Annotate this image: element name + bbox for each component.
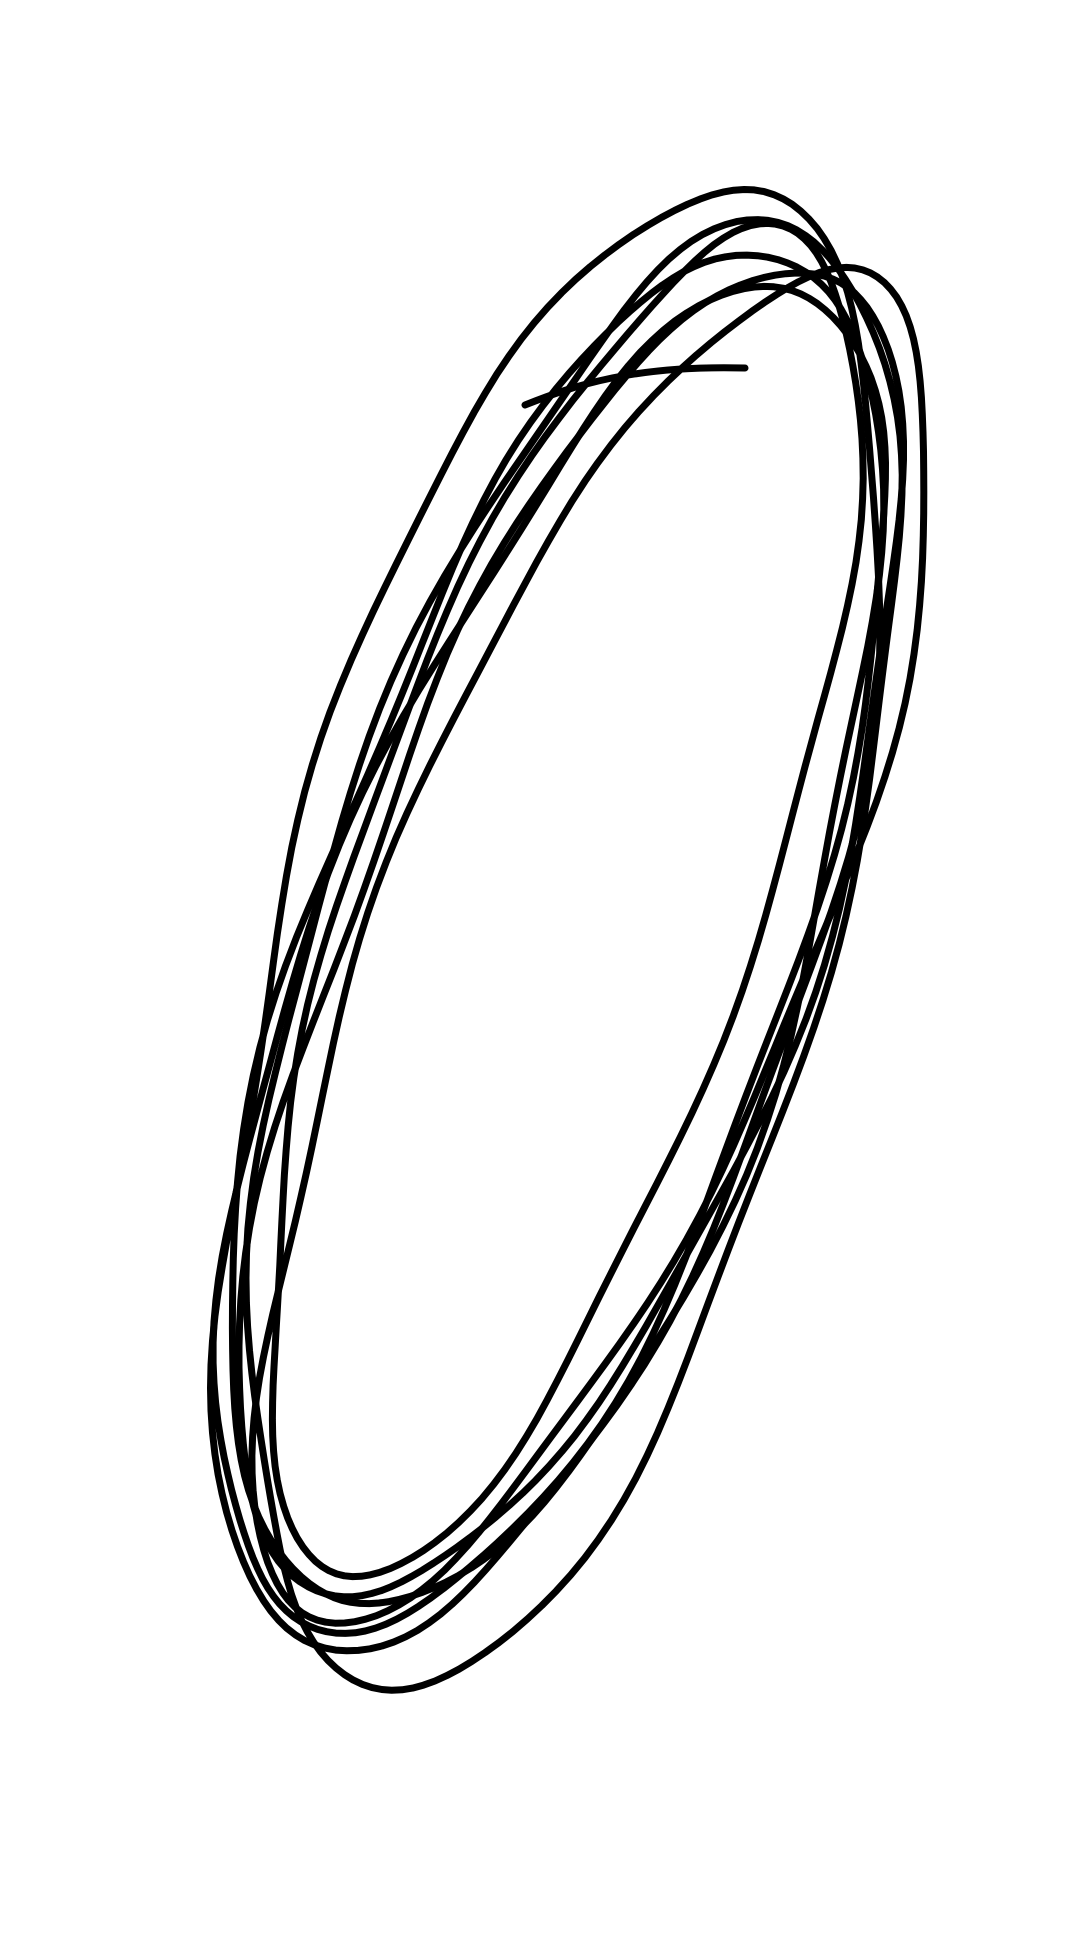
scribble-loop-2 [239,273,904,1597]
scribble-strokes [211,190,924,1691]
scribble-loop-7 [213,286,885,1633]
